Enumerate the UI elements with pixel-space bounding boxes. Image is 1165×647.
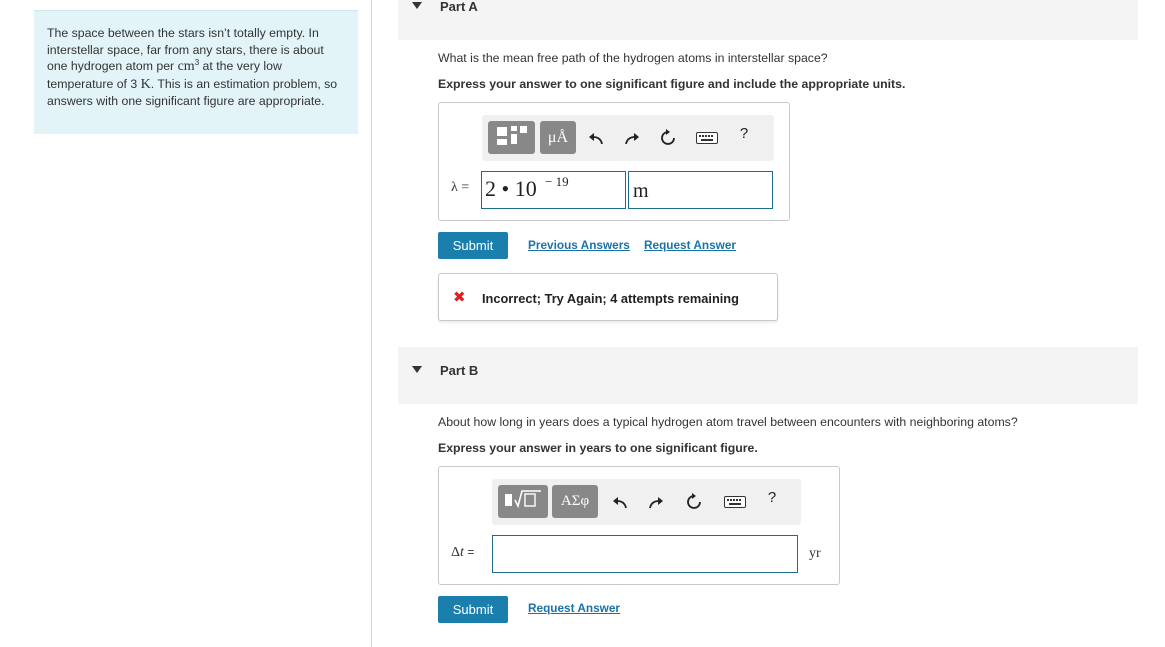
previous-answers-link[interactable]: Previous Answers — [528, 238, 630, 252]
part-a-question: What is the mean free path of the hydrogen atoms in interstellar space? — [438, 51, 828, 65]
feedback-message — [438, 273, 778, 321]
units-button[interactable] — [540, 121, 576, 154]
templates-sqrt-icon — [503, 488, 543, 515]
templates-icon — [494, 124, 530, 151]
part-b-request-answer-link[interactable]: Request Answer — [528, 601, 620, 615]
value-exponent: − 19 — [545, 174, 569, 189]
mu-angstrom-label: μÅ — [547, 128, 569, 146]
delta-symbol: Δ — [451, 545, 461, 560]
greek-button[interactable] — [552, 485, 598, 518]
part-a-request-answer-link[interactable]: Request Answer — [644, 238, 736, 252]
value-mantissa: 2 • 10 — [485, 176, 537, 201]
undo-icon[interactable] — [610, 483, 630, 520]
part-a-title: Part A — [440, 0, 478, 14]
equals-sign: = — [463, 545, 475, 559]
units-value: m — [633, 180, 649, 202]
column-divider — [371, 0, 372, 647]
units-input[interactable] — [628, 171, 773, 209]
reset-icon[interactable] — [684, 483, 704, 520]
part-a-math-toolbar — [482, 115, 774, 161]
part-b-answer-box — [438, 466, 840, 585]
part-b-math-toolbar — [492, 479, 801, 525]
part-a-answer-box — [438, 102, 790, 221]
keyboard-icon[interactable] — [694, 119, 720, 156]
part-b-submit-button[interactable]: Submit — [438, 596, 508, 623]
templates-button[interactable] — [488, 121, 535, 154]
unit-yr-label: yr — [809, 546, 821, 561]
problem-text-a: The space between the stars isn’t totally empty. In interstellar space, far from any stars, there is about one hydrogen atom per — [47, 26, 324, 74]
problem-statement — [34, 10, 358, 134]
unit-cm: cm — [177, 59, 195, 75]
help-icon[interactable]: ? — [739, 125, 749, 142]
part-b-value-input[interactable] — [492, 535, 798, 573]
unit-cm-exponent: 3 — [194, 58, 200, 68]
value-input[interactable] — [481, 171, 626, 209]
keyboard-icon[interactable] — [722, 483, 748, 520]
greek-label: ΑΣφ — [560, 493, 590, 509]
collapse-triangle-icon[interactable] — [412, 2, 422, 9]
reset-icon[interactable] — [658, 119, 678, 156]
part-a-instruction: Express your answer to one significant figure and include the appropriate units. — [438, 77, 906, 91]
incorrect-x-icon: ✖ — [453, 289, 466, 306]
part-a-header[interactable] — [398, 0, 1138, 40]
part-b-question: About how long in years does a typical hydrogen atom travel between encounters with neighboring atoms? — [438, 415, 1018, 429]
part-b-header[interactable] — [398, 347, 1138, 404]
redo-icon[interactable] — [622, 119, 642, 156]
part-b-title: Part B — [440, 363, 479, 378]
part-a-submit-button[interactable]: Submit — [438, 232, 508, 259]
unit-k: K — [140, 76, 151, 92]
delta-t-label — [451, 545, 474, 561]
help-icon[interactable]: ? — [767, 489, 777, 506]
problem-text-b: at the very low temperature of 3 — [47, 59, 282, 91]
templates-button[interactable] — [498, 485, 548, 518]
undo-icon[interactable] — [586, 119, 606, 156]
part-b-instruction: Express your answer in years to one significant figure. — [438, 441, 758, 455]
redo-icon[interactable] — [646, 483, 666, 520]
feedback-text: Incorrect; Try Again; 4 attempts remaining — [482, 291, 739, 306]
lambda-label: λ = — [451, 180, 470, 195]
collapse-triangle-icon[interactable] — [412, 366, 422, 373]
t-symbol: t — [460, 545, 464, 560]
problem-text-c: . This is an estimation problem, so answers with one significant figure are appropriate. — [47, 76, 338, 109]
